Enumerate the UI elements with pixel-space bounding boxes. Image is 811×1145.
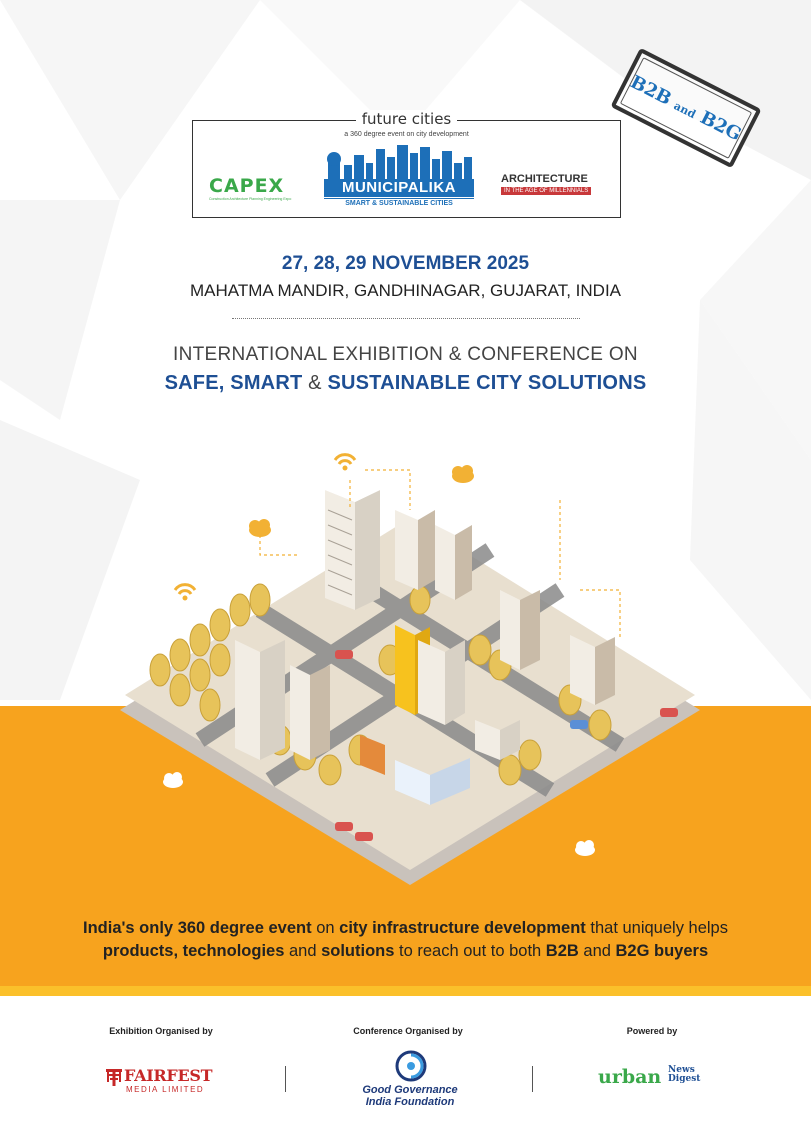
fairfest-name: FAIRFEST — [124, 1066, 213, 1085]
isometric-city-illustration — [100, 440, 720, 890]
urban-news-digest-logo — [598, 1066, 718, 1096]
event-dates: 27, 28, 29 NOVEMBER 2025 — [281, 253, 530, 274]
tagline: India's only 360 degree event on city infrastructure development that uniquely helps products, technologies and solutions to reach out to both B2B and B2G buyers — [83, 919, 728, 960]
urban-name: urban — [598, 1066, 662, 1088]
capex-logo: CAPEX — [209, 175, 285, 197]
exhibition-organiser-label: Exhibition Organised by — [109, 1026, 213, 1036]
logo-box — [192, 110, 621, 218]
theme-safe-smart: SAFE, SMART — [164, 372, 303, 394]
architecture-subtitle: IN THE AGE OF MILLENNIALS — [501, 187, 591, 195]
ggif-icon — [395, 1050, 427, 1082]
stamp-and: and — [671, 98, 699, 121]
theme-sustainable: SUSTAINABLE CITY SOLUTIONS — [327, 372, 647, 394]
municipalika-subtitle: SMART & SUSTAINABLE CITIES — [324, 198, 474, 208]
fairfest-icon — [104, 1067, 124, 1087]
ggif-logo — [355, 1050, 465, 1110]
future-cities-title: future cities — [193, 110, 620, 129]
divider-left — [285, 1066, 286, 1092]
event-intro: INTERNATIONAL EXHIBITION & CONFERENCE ON — [173, 344, 638, 365]
stamp-b2g: B2G — [696, 106, 745, 145]
dotted-divider — [232, 318, 580, 319]
theme-ampersand: & — [302, 372, 328, 394]
urban-news-digest: News Digest — [668, 1065, 701, 1084]
capex-subtitle: Construction Architecture Planning Engineering Expo — [209, 197, 292, 201]
future-cities-subtitle: a 360 degree event on city development — [344, 131, 469, 138]
divider-right — [532, 1066, 533, 1092]
ggif-name: Good Governance India Foundation — [362, 1084, 458, 1108]
conference-organiser-label: Conference Organised by — [353, 1026, 463, 1036]
fairfest-logo — [104, 1066, 224, 1096]
powered-by-label: Powered by — [626, 1026, 678, 1036]
skyline-icon — [324, 143, 474, 181]
architecture-logo: ARCHITECTURE — [501, 173, 588, 185]
event-venue: MAHATMA MANDIR, GANDHINAGAR, GUJARAT, INDIA — [189, 281, 622, 300]
stamp-b2b: B2B — [627, 71, 675, 110]
municipalika-logo: MUNICIPALIKA — [324, 179, 474, 197]
yellow-strip — [0, 986, 811, 996]
event-theme — [0, 372, 811, 395]
fairfest-sub: MEDIA LIMITED — [126, 1085, 205, 1094]
